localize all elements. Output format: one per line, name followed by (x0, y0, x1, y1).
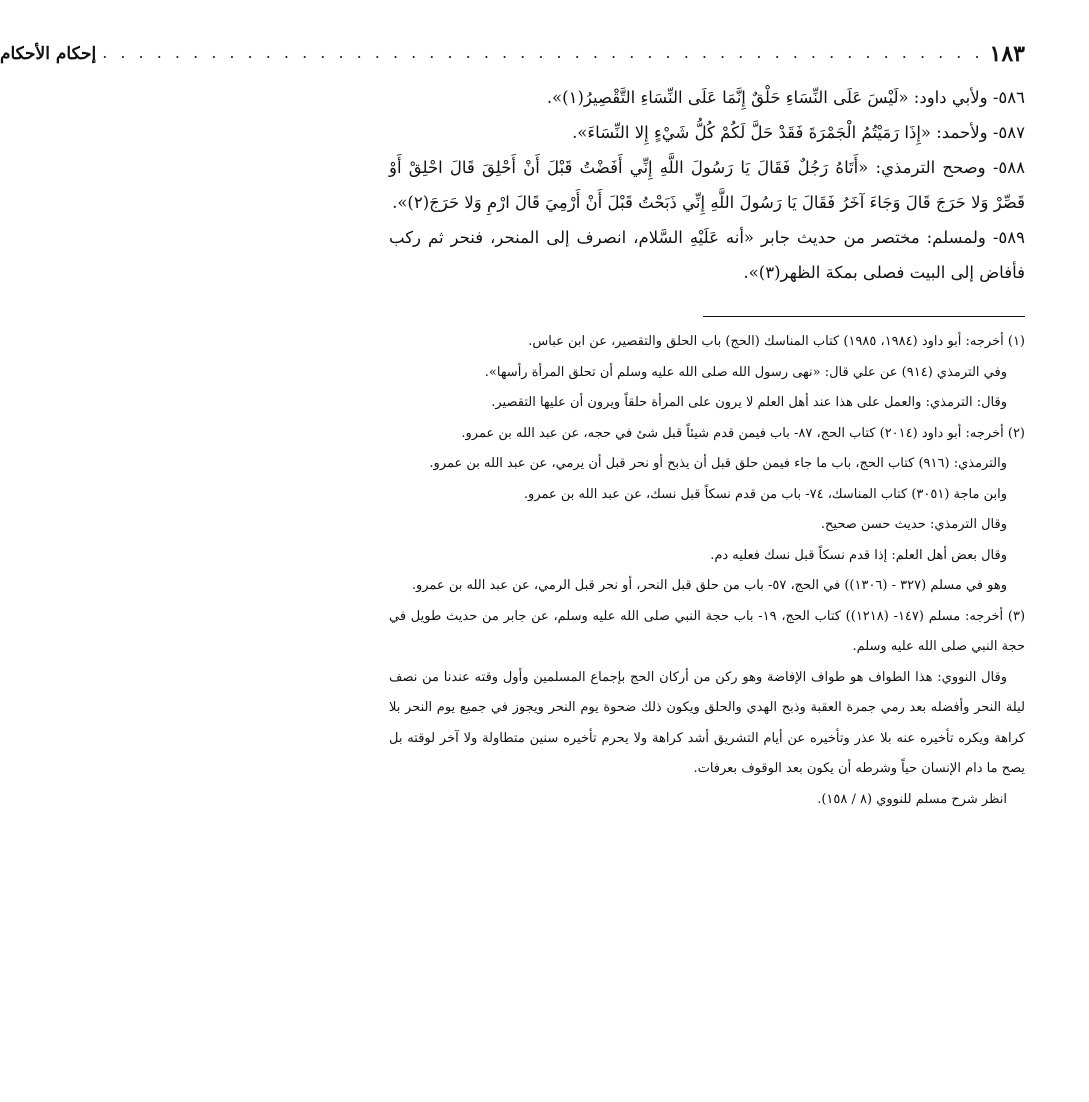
main-text (389, 80, 1025, 290)
footnote-3: (٣) أخرجه: مسلم (١٤٧- (١٢١٨)) كتاب الحج، ١٩- باب حجة النبي صلى الله عليه وسلم، عن جابر من حديث طويل في حجة النبي صلى الله عليه وسلم. (389, 608, 1026, 654)
running-title: إحكام الأحكام (0, 44, 97, 64)
footnote-1-tirmidhi-comment: وقال: الترمذي: والعمل على هذا عند أهل العلم لا يرون على المرأة حلقاً ويرون أن عليها التقصير. (491, 395, 1007, 410)
footnote-2: (٢) أخرجه: أبو داود (٢٠١٤) كتاب الحج، ٨٧- باب فيمن قدم شيئاً قبل شئ في حجه، عن عبد الله بن عمرو. (461, 425, 1025, 441)
page-header (0, 34, 1025, 74)
footnote-2-ibn-majah: وابن ماجة (٣٠٥١) كتاب المناسك، ٧٤- باب من قدم نسكاً قبل نسك، عن عبد الله بن عمرو. (523, 486, 1007, 502)
footnote-separator (703, 316, 1025, 317)
footnote-2-tirmidhi: والترمذي: (٩١٦) كتاب الحج، باب ما جاء فيمن حلق قبل أن يذبح أو نحر قبل أن يرمي، عن عبد الله بن عمرو. (429, 456, 1007, 471)
footnote-3-nawawi: وقال النووي: هذا الطواف هو طواف الإفاضة وهو ركن من أركان الحج بإجماع المسلمين وأول وقته عندنا من نصف ليلة النحر وأفضله بعد رمي جمرة العقبة وذبح الهدي والحلق ويكون ذلك ضحوة يوم النحر ويجوز في جميع يوم النحر بلا كراهة ويكره تأخيره عنه بلا عذر وتأخيره عن أيام التشريق أشد كراهة ولا يحرم تأخيره سنين متطاولة ولا آخر لوقته بل يصح ما دام الإنسان حياً وشرطه أن يكون بعد الوقوف بعرفات. (389, 669, 1025, 776)
footnote-2-scholars: وقال بعض أهل العلم: إذا قدم نسكاً قبل نسك فعليه دم. (710, 547, 1007, 563)
footnote-2-muslim: وهو في مسلم (٣٢٧ - (١٣٠٦)) في الحج، ٥٧- باب من حلق قبل النحر، أو نحر قبل الرمي، عن عبد الله بن عمرو. (411, 578, 1007, 593)
footnotes (389, 327, 1025, 815)
footnote-1: (١) أخرجه: أبو داود (١٩٨٤، ١٩٨٥) كتاب المناسك (الحج) باب الحلق والتقصير، عن ابن عباس. (528, 334, 1025, 349)
footnote-2-tirmidhi-grade: وقال الترمذي: حديث حسن صحيح. (820, 517, 1007, 532)
hadith-589: ٥٨٩- ولمسلم: مختصر من حديث جابر «أنه عَلَيْهِ السَّلام، انصرف إلى المنحر، فنحر ثم ركب فأفاض إلى البيت فصلى بمكة الظهر(٣)». (389, 228, 1025, 282)
hadith-588: ٥٨٨- وصحح الترمذي: «أَتَاهُ رَجُلٌ فَقَالَ يَا رَسُولَ اللَّهِ إِنِّي أَفَضْتُ قَبْلَ أَنْ أَحْلِقَ قَالَ احْلِقْ أَوْ قَصِّرْ وَلا حَرَجَ قَالَ وَجَاءَ آخَرُ فَقَالَ يَا رَسُولَ اللَّهِ إِنِّي ذَبَحْتُ قَبْلَ أَنْ أَرْمِيَ قَالَ ارْمِ وَلا حَرَجَ(٢)». (389, 158, 1025, 212)
hadith-586: ٥٨٦- ولأبي داود: «لَيْسَ عَلَى النِّسَاءِ حَلْقٌ إِنَّمَا عَلَى النِّسَاءِ التَّقْصِيرُ(١)». (546, 88, 1025, 107)
hadith-587: ٥٨٧- ولأحمد: «إِذَا رَمَيْتُمُ الْجَمْرَةَ فَقَدْ حَلَّ لَكُمْ كُلُّ شَيْءٍ إِلا النِّسَاءَ». (572, 123, 1025, 142)
header-dot-leader: . . . . . . . . . . . . . . . . . . . . . . . . . . . . . . . . . . . . . . . . . . . . . . . . . (102, 43, 984, 62)
page-number: ١٨٣ (989, 41, 1025, 67)
footnote-3-reference: انظر شرح مسلم للنووي (٨ / ١٥٨). (817, 791, 1007, 807)
footnote-1-tirmidhi: وفي الترمذي (٩١٤) عن علي قال: «نهى رسول الله صلى الله عليه وسلم أن تحلق المرأة رأسها». (484, 364, 1007, 380)
